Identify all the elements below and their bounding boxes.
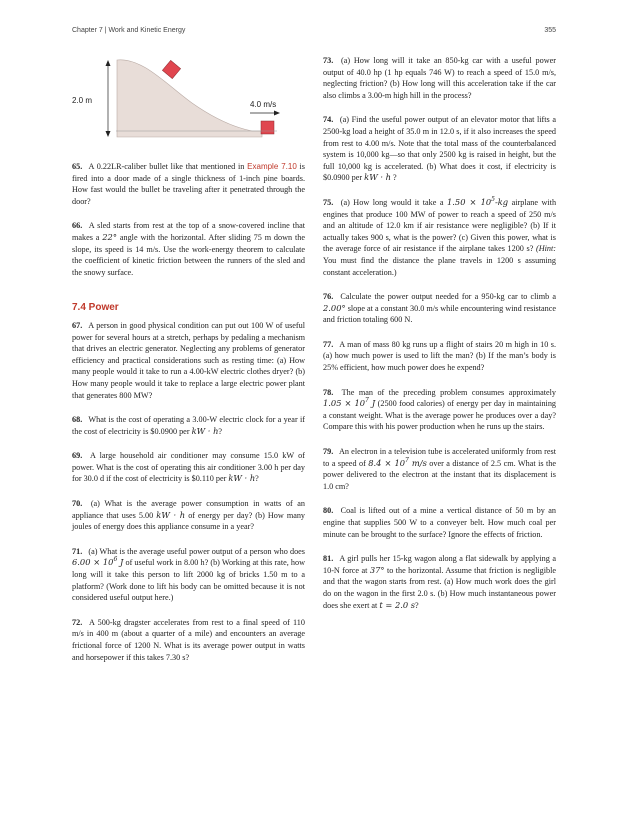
problem-text: angle with the horizontal. After sliding 75 m down the slope, its speed is 14 m/s. Use the work-energy theorem to calculate the coefficient of kinetic friction between the runners of the sled and the snowy surface. xyxy=(72,232,305,277)
problem-text: (a) What is the average power consumption in watts of an appliance that uses 5.00 xyxy=(72,499,306,520)
box-bottom xyxy=(261,121,274,134)
velocity-arrow-head xyxy=(274,111,280,116)
problem-number: 78. xyxy=(323,387,334,397)
height-arrow-top xyxy=(106,60,111,66)
math-expression: kW · h xyxy=(156,509,186,520)
math-expression xyxy=(72,557,123,567)
problem-65 xyxy=(72,161,305,207)
math-expression: kW · h xyxy=(228,473,256,484)
problem-text: ? xyxy=(218,426,223,436)
math-unit: J xyxy=(371,398,376,409)
problem-text: An electron in a television tube is accelerated uniformly from rest to a speed of xyxy=(323,447,556,468)
problem-text: ? xyxy=(255,474,259,484)
math-expression: 2.00° xyxy=(323,302,346,313)
problem-76 xyxy=(323,291,556,326)
math-exponent: 7 xyxy=(365,397,369,405)
problem-text: (a) How long would it take a xyxy=(340,197,444,207)
problem-68 xyxy=(72,414,305,437)
problem-number: 70. xyxy=(72,499,83,509)
problem-text: (2500 food calories) of energy per day in maintaining a constant weight. What is the average power he produces over a day? Compare this with his power production when he runs up the stairs. xyxy=(323,399,557,432)
math-exponent: 6 xyxy=(113,556,118,564)
problem-number: 67. xyxy=(72,320,83,330)
math-expression: kW · h xyxy=(191,425,219,436)
section-title: 7.4 Power xyxy=(72,302,119,314)
height-arrow-bottom xyxy=(106,131,111,137)
math-exponent: 7 xyxy=(405,456,409,464)
problem-number: 68. xyxy=(72,415,83,425)
math-expression xyxy=(368,458,427,468)
problem-number: 66. xyxy=(72,221,83,231)
problem-74 xyxy=(323,114,556,184)
problem-number: 72. xyxy=(72,617,83,627)
problem-text: Coal is lifted out of a mine a vertical distance of 50 m by an engine that supplies 500 W to a conveyer belt. How much coal per minute can be brought to the surface? Ignore the effects of friction. xyxy=(323,506,556,539)
math-expression xyxy=(447,197,508,207)
problem-number: 65. xyxy=(72,162,83,171)
problem-66 xyxy=(72,220,305,278)
problem-text: ? xyxy=(415,600,419,610)
right-column xyxy=(323,55,556,624)
problem-70 xyxy=(72,498,305,533)
math-unit: J xyxy=(120,557,124,568)
problem-number: 69. xyxy=(72,451,83,461)
problem-text: Calculate the power output needed for a 950-kg car to climb a xyxy=(340,292,556,302)
box-top xyxy=(162,60,180,78)
problem-75 xyxy=(323,197,556,278)
hint-label: (Hint: xyxy=(536,244,557,254)
problem-text: is fired into a door made of a single thickness of 1-inch pine boards. How fast would the bullet be traveling after it penetrated through the door? xyxy=(72,162,305,206)
problem-text: A 0.22LR-caliber bullet like that mentioned in xyxy=(88,162,245,171)
math-unit: m/s xyxy=(411,457,427,468)
problem-text: You must find the distance the plane travels in 1200 s assuming constant acceleration.) xyxy=(323,255,556,277)
height-label: 2.0 m xyxy=(72,96,93,105)
problem-number: 81. xyxy=(323,554,334,564)
math-base: 6.00 × 10 xyxy=(72,557,114,568)
problem-text: A man of mass 80 kg runs up a flight of stairs 20 m high in 10 s. (a) how much power is used to lift the man? (b) If the man’s body is 25% efficient, how much power does he expend? xyxy=(323,339,556,373)
problem-text: (a) How long will it take an 850-kg car with a useful power output of 40.0 hp (1 hp equals 746 W) to reach a speed of 15.0 m/s, neglecting friction? (b) How long will this acceleration take if the car also climbs a 3.00-m high hill in the process? xyxy=(323,56,556,100)
problem-number: 71. xyxy=(72,546,83,556)
problem-text: A person in good physical condition can put out 100 W of useful power for several hours at a stretch, perhaps by pedaling a mechanism that drives an electric generator. Neglecting any problems of generator efficiency and practical considerations such as resting time: (a) How many people would it take to run a 4.00-kW electric clothes dryer? (b) How many people would it take to replace a large electric power plant that generates 800 MW? xyxy=(72,320,305,400)
problem-78 xyxy=(323,387,556,433)
problem-text: of useful work in 8.00 h? (b) Working at this rate, how long will it take this person to lift 2000 kg of bricks 1.50 m to a platform? (Work done to lift his body can be omitted because it is not considered useful output here.) xyxy=(72,558,306,603)
problem-text: slope at a constant 30.0 m/s while encountering wind resistance and friction totaling 600 N. xyxy=(323,303,557,325)
problem-77 xyxy=(323,339,556,374)
problem-text: A large household air conditioner may consume 15.0 kW of power. What is the cost of operating this air conditioner 3.00 h per day for 30.0 d if the cost of electricity is $0.110 per xyxy=(72,451,305,484)
problem-text: A sled starts from rest at the top of a snow-covered incline that makes a xyxy=(72,221,305,242)
math-expression: t = 2.0 s xyxy=(379,599,416,610)
math-expression xyxy=(323,398,375,408)
problem-81 xyxy=(323,553,556,611)
math-exponent: 5 xyxy=(491,196,495,204)
math-unit: -kg xyxy=(494,196,509,207)
example-link[interactable]: Example 7.10 xyxy=(247,162,297,171)
left-column xyxy=(72,55,305,676)
problem-71 xyxy=(72,546,305,604)
problem-number: 79. xyxy=(323,447,334,457)
hill-shape xyxy=(117,60,262,137)
problem-69 xyxy=(72,450,305,485)
problem-80 xyxy=(323,505,556,540)
page-number: 355 xyxy=(544,27,556,34)
problem-text: A 500-kg dragster accelerates from rest to a final speed of 110 m/s in 400 m (about a quarter of a mile) and encounters an average frictional force of 1200 N. What is its average power output in watts and horsepower if this takes 7.30 s? xyxy=(72,617,305,662)
problem-text: What is the cost of operating a 3.00-W electric clock for a year if the cost of electricity is $0.0900 per xyxy=(72,415,305,436)
problem-text: airplane with engines that produce 100 MW of power to reach a speed of 250 m/s and an altitude of 12.0 km if air resistance were negligible? (b) If it actually takes 900 s, what is the power? (c) Given this power, what is the average force of air resistance if the airplane takes 1200 s? xyxy=(323,197,557,254)
problem-text: of energy per day? (b) How many joules of energy does this appliance consume in a year? xyxy=(72,510,306,532)
problem-number: 75. xyxy=(323,197,334,207)
problem-79 xyxy=(323,446,556,492)
math-expression: kW · h xyxy=(364,172,391,183)
problem-number: 73. xyxy=(323,56,334,65)
problem-text: The man of the preceding problem consumes approximately xyxy=(341,387,556,397)
problem-text: (a) Find the useful power output of an elevator motor that lifts a 2500-kg load a height of 35.0 m in 12.0 s, if it also increases the speed from rest to 4.00 m/s. Note that the total mass of the counterbalanced system is 10,000 kg—so that only 2500 kg is raised in height, but the full 10,000 kg is accelerated. (b) What does it cost, if electricity is $0.0900 per xyxy=(323,115,557,183)
math-expression: 22° xyxy=(102,231,117,242)
page-header xyxy=(72,27,556,34)
math-base: 8.4 × 10 xyxy=(368,457,406,468)
problem-text: over a distance of 2.5 cm. What is the power delivered to the electron at the instant that its displacement is 1.0 cm? xyxy=(323,458,557,491)
problem-number: 76. xyxy=(323,292,334,302)
problem-72 xyxy=(72,617,305,663)
speed-label: 4.0 m/s xyxy=(250,100,277,109)
math-expression: 37° xyxy=(369,564,385,575)
chapter-title: Chapter 7 | Work and Kinetic Energy xyxy=(72,27,186,34)
problem-number: 77. xyxy=(323,339,334,349)
problem-number: 80. xyxy=(323,506,334,516)
problem-number: 74. xyxy=(323,115,334,125)
problem-67 xyxy=(72,320,305,401)
problem-text: A girl pulls her 15-kg wagon along a flat sidewalk by applying a 10-N force at xyxy=(323,554,556,575)
math-base: 1.50 × 10 xyxy=(447,196,492,207)
problem-73 xyxy=(323,55,556,101)
math-base: 1.05 × 10 xyxy=(323,398,366,409)
problem-text: (a) What is the average useful power output of a person who does xyxy=(88,546,305,556)
problem-text: to the horizontal. Assume that friction is negligible and that the wagon starts from rest. (a) How much work does the girl do on the wagon in the first 2.0 s. (b) How much instantaneous power does she exert at xyxy=(323,565,556,610)
problem-text: ? xyxy=(393,173,397,183)
hill-figure xyxy=(72,55,305,155)
